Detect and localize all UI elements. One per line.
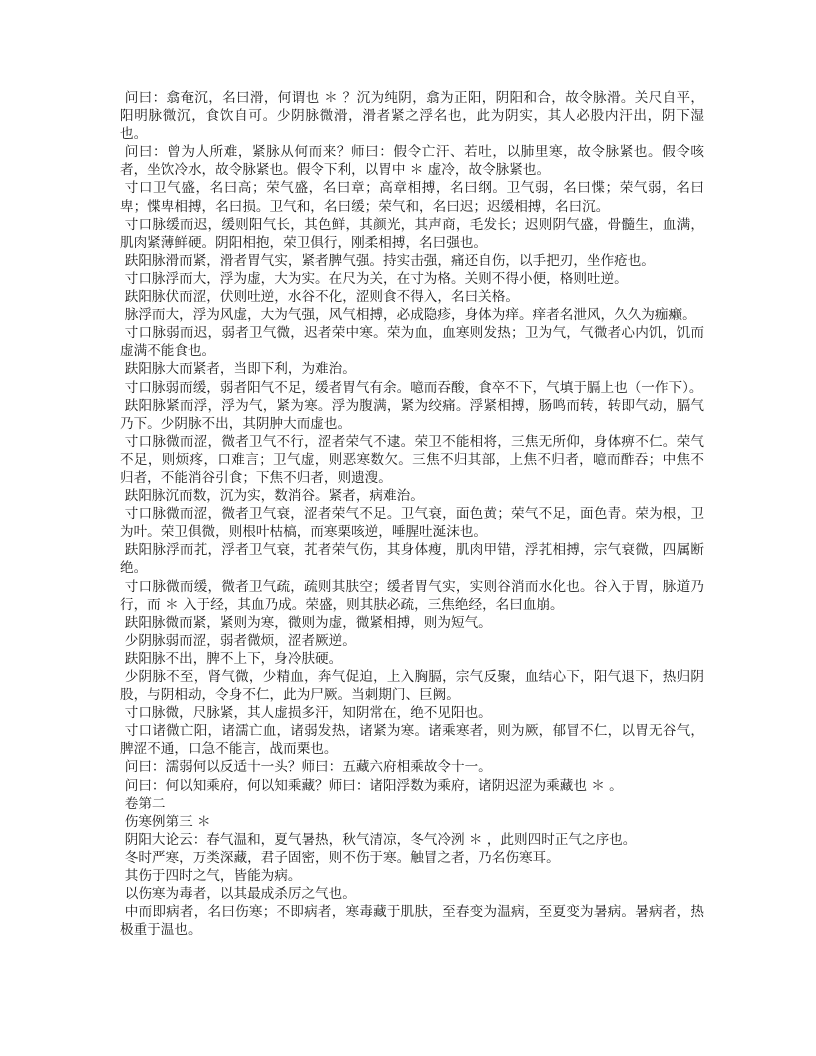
paragraph: 寸口脉浮而大，浮为虚，大为实。在尺为关，在寸为格。关则不得小便，格则吐逆。 [124, 270, 628, 287]
paragraph: 问曰：濡弱何以反适十一头？师曰：五藏六府相乘故令十一。 [124, 759, 492, 776]
paragraph: 阴阳大论云：春气温和，夏气暑热，秋气清凉，冬气冷洌 ＊ ，此则四时正气之序也。 [124, 831, 637, 848]
paragraph: 趺阳脉不出，脾不上下，身冷肤硬。 [124, 650, 343, 667]
paragraph: 问曰：曾为人所难，紧脉从何而来？师曰：假令亡汗、若吐，以肺里寒，故令脉紧也。假令咳者，坐饮冷水，故令脉紧也。假令下利，以胃中 ＊ 虚冷，故令脉紧也。 [120, 144, 704, 179]
paragraph: 寸口脉弱而缓，弱者阳气不足，缓者胃气有余。噫而吞酸，食卒不下，气填于膈上也（一作下）。 [124, 379, 703, 396]
paragraph: 趺阳脉紧而浮，浮为气，紧为寒。浮为腹满，紧为绞痛。浮紧相搏，肠鸣而转，转即气动，膈气乃下。少阴脉不出，其阴肿大而虚也。 [120, 397, 704, 432]
paragraph: 趺阳脉大而紧者，当即下利，为难治。 [124, 361, 356, 378]
paragraph: 趺阳脉浮而芤，浮者卫气衰，芤者荣气伤，其身体瘦，肌肉甲错，浮芤相搏，宗气衰微，四属断绝。 [120, 542, 704, 577]
paragraph: 趺阳脉伏而涩，伏则吐逆，水谷不化，涩则食不得入，名曰关格。 [124, 289, 519, 306]
paragraph: 寸口诸微亡阳，诸濡亡血，诸弱发热，诸紧为寒。诸乘寒者，则为厥，郁冒不仁，以胃无谷气，脾涩不通，口急不能言，战而栗也。 [120, 723, 704, 758]
paragraph: 寸口脉缓而迟，缓则阳气长，其色鲜，其颜光，其声商，毛发长；迟则阴气盛，骨髓生，血满，肌肉紧薄鲜硬。阴阳相抱，荣卫俱行，刚柔相搏，名曰强也。 [120, 216, 704, 251]
paragraph: 趺阳脉滑而紧，滑者胃气实，紧者脾气强。持实击强，痛还自伤，以手把刃，坐作疮也。 [124, 252, 655, 269]
paragraph: 趺阳脉微而紧，紧则为寒，微则为虚，微紧相搏，则为短气。 [124, 614, 492, 631]
paragraph: 以伤寒为毒者，以其最成杀厉之气也。 [124, 886, 356, 903]
paragraph: 少阴脉弱而涩，弱者微烦，涩者厥逆。 [124, 632, 356, 649]
paragraph: 少阴脉不至，肾气微，少精血，奔气促迫，上入胸膈，宗气反聚，血结心下，阳气退下，热归阴股，与阴相动，令身不仁，此为尸厥。当刺期门、巨阙。 [120, 669, 704, 704]
paragraph: 寸口脉微，尺脉紧，其人虚损多汗，知阴常在，绝不见阳也。 [124, 705, 492, 722]
volume-heading: 卷第二 [124, 795, 166, 812]
paragraph: 问曰：翕奄沉，名曰滑，何谓也 ＊ ？沉为纯阴，翕为正阳，阴阳和合，故令脉滑。关尺自平，阳明脉微沉，食饮自可。少阴脉微滑，滑者紧之浮名也，此为阴实，其人必股内汗出，阴下湿也。 [120, 90, 704, 143]
document-page [120, 89, 704, 939]
paragraph: 寸口脉弱而迟，弱者卫气微，迟者荣中寒。荣为血，血寒则发热；卫为气，气微者心内饥，饥而虚满不能食也。 [120, 325, 704, 360]
paragraph: 其伤于四时之气，皆能为病。 [124, 868, 302, 885]
paragraph: 寸口脉微而涩，微者卫气不行，涩者荣气不逮。荣卫不能相将，三焦无所仰，身体痹不仁。荣气不足，则烦疼，口难言；卫气虚，则恶寒数欠。三焦不归其部，上焦不归者，噫而酢吞；中焦不归者，不能消谷引食；下焦不归者，则遗溲。 [120, 433, 704, 486]
paragraph: 中而即病者，名曰伤寒；不即病者，寒毒藏于肌肤，至春变为温病，至夏变为暑病。暑病者，热极重于温也。 [120, 904, 704, 939]
chapter-heading: 伤寒例第三 ＊ [124, 813, 211, 830]
paragraph: 寸口卫气盛，名曰高；荣气盛，名曰章；高章相搏，名曰纲。卫气弱，名曰惵；荣气弱，名曰卑；惵卑相搏，名曰损。卫气和，名曰缓；荣气和，名曰迟；迟缓相搏，名曰沉。 [120, 180, 704, 215]
paragraph: 趺阳脉沉而数，沉为实，数消谷。紧者，病难治。 [124, 488, 424, 505]
paragraph: 问曰：何以知乘府，何以知乘藏？师曰：诸阳浮数为乘府，诸阴迟涩为乘藏也 ＊ 。 [124, 777, 623, 794]
paragraph: 寸口脉微而涩，微者卫气衰，涩者荣气不足。卫气衰，面色黄；荣气不足，面色青。荣为根，卫为叶。荣卫俱微，则根叶枯槁，而寒栗咳逆，唾腥吐涎沫也。 [120, 506, 704, 541]
paragraph: 脉浮而大，浮为风虚，大为气强，风气相搏，必成隐疹，身体为痒。痒者名泄风，久久为痂癞。 [124, 307, 696, 324]
paragraph: 寸口脉微而缓，微者卫气疏，疏则其肤空；缓者胃气实，实则谷消而水化也。谷入于胃，脉道乃行，而 ＊ 入于经，其血乃成。荣盛，则其肤必疏，三焦绝经，名曰血崩。 [120, 578, 704, 613]
paragraph: 冬时严寒，万类深藏，君子固密，则不伤于寒。触冒之者，乃名伤寒耳。 [124, 849, 560, 866]
